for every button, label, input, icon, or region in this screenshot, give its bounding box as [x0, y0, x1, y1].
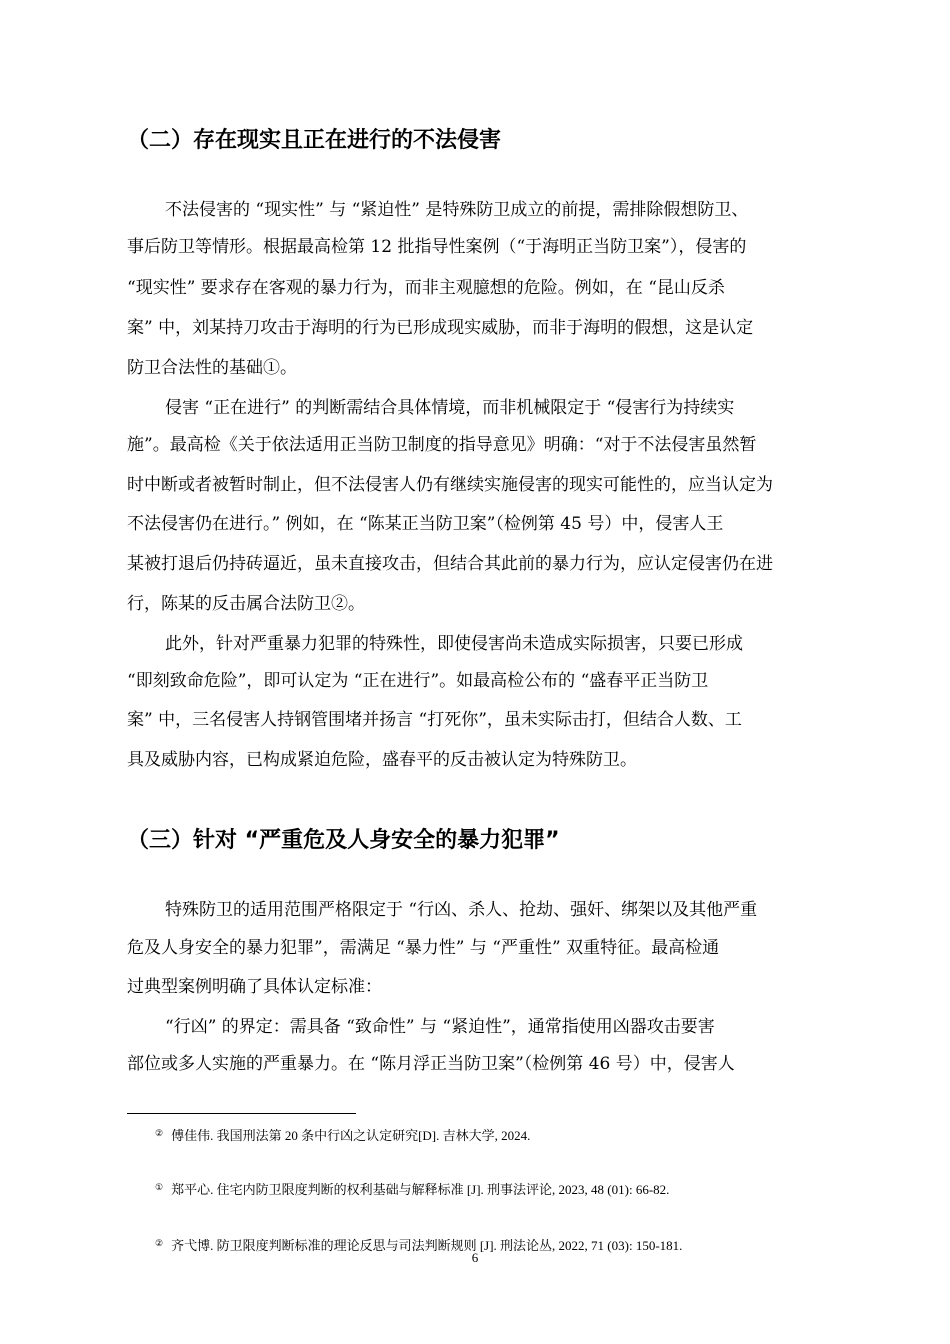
page-number: 6 — [471, 1250, 479, 1265]
paragraph-line: “行凶” 的界定：需具备 “致命性” 与 “紧迫性”，通常指使用凶器攻击要害 — [165, 1017, 715, 1037]
footnote-separator — [127, 1113, 356, 1114]
footnote-text: 傅佳伟. 我国刑法第 20 条中行凶之认定研究[D]. 吉林大学, 2024. — [171, 1128, 531, 1143]
footnote — [155, 1178, 669, 1199]
paragraph-line: 具及威胁内容，已构成紧迫危险，盛春平的反击被认定为特殊防卫。 — [127, 750, 637, 770]
paragraph-line: 过典型案例明确了具体认定标准： — [127, 977, 382, 997]
paragraph-line: 不法侵害的 “现实性” 与 “紧迫性” 是特殊防卫成立的前提，需排除假想防卫、 — [165, 200, 749, 220]
paragraph-line: 部位或多人实施的严重暴力。在 “陈月浮正当防卫案”（检例第 46 号）中，侵害人 — [127, 1054, 735, 1074]
paragraph-line: 危及人身安全的暴力犯罪”，需满足 “暴力性” 与 “严重性” 双重特征。最高检通 — [127, 938, 720, 958]
paragraph-line: 案” 中，三名侵害人持钢管围堵并扬言 “打死你”，虽未实际击打，但结合人数、工 — [127, 710, 742, 730]
footnote-mark: ② — [155, 1128, 164, 1138]
footnote-text: 齐弋博. 防卫限度判断标准的理论反思与司法判断规则 [J]. 刑法论丛, 2022, 71 (03): 150-181. — [171, 1238, 683, 1253]
section-heading-2: （二）存在现实且正在进行的不法侵害 — [127, 128, 502, 153]
footnote — [155, 1124, 530, 1145]
paragraph-line: 施”。最高检《关于依法适用正当防卫制度的指导意见》明确：“对于不法侵害虽然暂 — [127, 435, 757, 455]
section-heading-3: （三）针对 “严重危及人身安全的暴力犯罪” — [127, 828, 560, 853]
footnote-mark: ② — [155, 1238, 164, 1248]
paragraph-line: 案” 中，刘某持刀攻击于海明的行为已形成现实威胁，而非于海明的假想，这是认定 — [127, 318, 754, 338]
footnote-text: 郑平心. 住宅内防卫限度判断的权利基础与解释标准 [J]. 刑事法评论, 2023, 48 (01): 66-82. — [171, 1182, 670, 1197]
footnote-mark: ① — [155, 1182, 164, 1192]
paragraph-line: 行，陈某的反击属合法防卫②。 — [127, 594, 365, 614]
paragraph-line: 事后防卫等情形。根据最高检第 12 批指导性案例（“于海明正当防卫案”），侵害的 — [127, 237, 747, 257]
paragraph-line: 侵害 “正在进行” 的判断需结合具体情境，而非机械限定于 “侵害行为持续实 — [165, 398, 735, 418]
paragraph-line: 不法侵害仍在进行。” 例如，在 “陈某正当防卫案”（检例第 45 号）中，侵害人王 — [127, 514, 724, 534]
paragraph-line: 特殊防卫的适用范围严格限定于 “行凶、杀人、抢劫、强奸、绑架以及其他严重 — [165, 900, 758, 920]
paragraph-line: 某被打退后仍持砖逼近，虽未直接攻击，但结合其此前的暴力行为，应认定侵害仍在进 — [127, 554, 773, 574]
paragraph-line: 此外，针对严重暴力犯罪的特殊性，即使侵害尚未造成实际损害，只要已形成 — [165, 634, 743, 654]
paragraph-line: 时中断或者被暂时制止，但不法侵害人仍有继续实施侵害的现实可能性的，应当认定为 — [127, 475, 773, 495]
paragraph-line: “即刻致命危险”，即可认定为 “正在进行”。如最高检公布的 “盛春平正当防卫 — [127, 671, 709, 691]
paragraph-line: “现实性” 要求存在客观的暴力行为，而非主观臆想的危险。例如，在 “昆山反杀 — [127, 278, 725, 298]
paragraph-line: 防卫合法性的基础①。 — [127, 358, 297, 378]
